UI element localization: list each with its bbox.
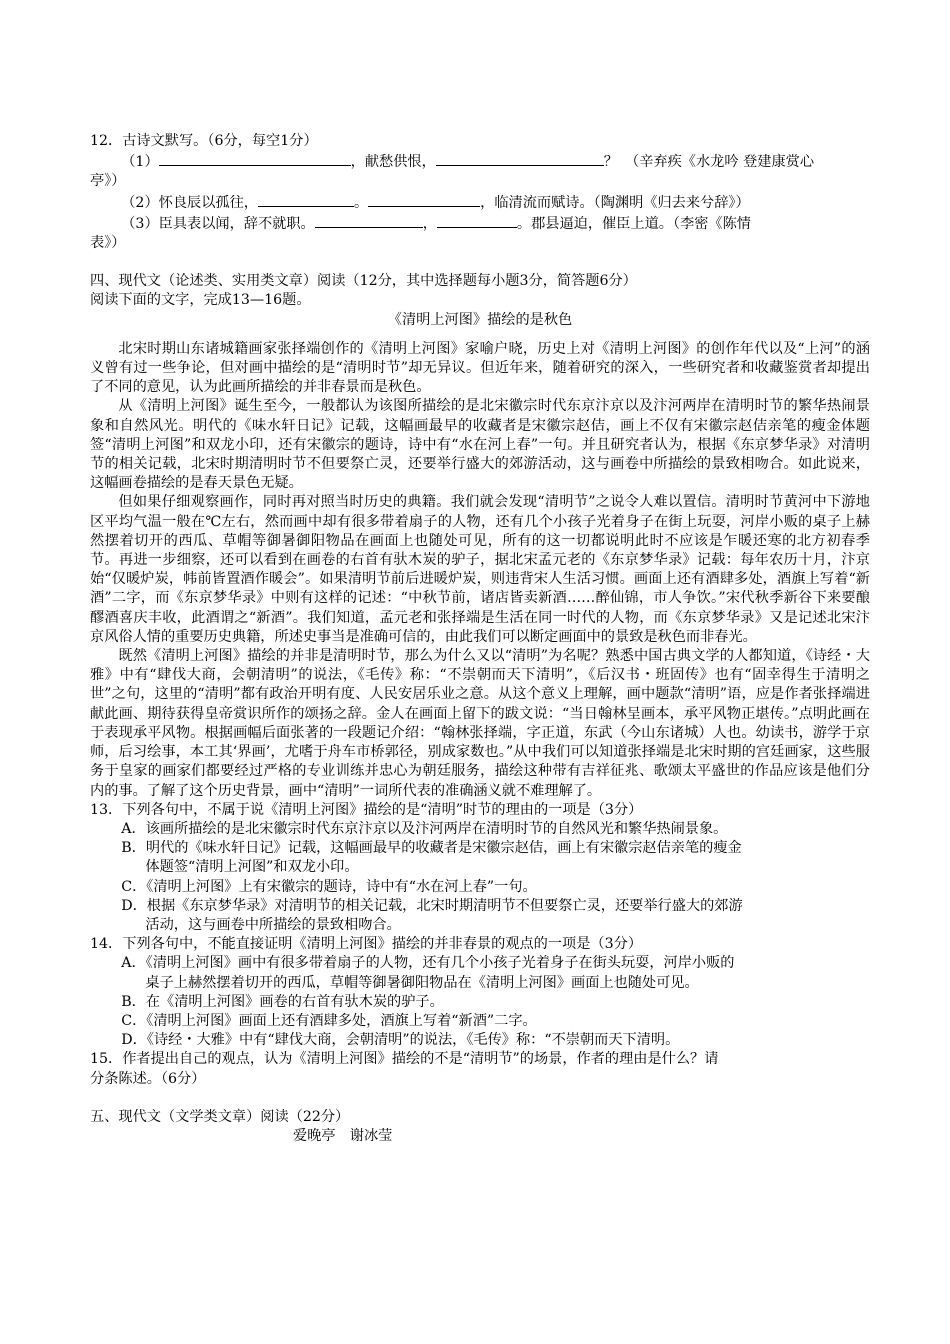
q12-item-1-cont: 亭》）	[90, 173, 126, 190]
section5-header: 五、现代文（文学类文章）阅读（22分）	[90, 1108, 350, 1125]
q12-item-2: （2）怀良辰以孤往， 。 ，临清流而赋诗。（陶渊明《归去来兮辞》）	[90, 192, 870, 213]
section4-header: 四、现代文（论述类、实用类文章）阅读（12分，其中选择题每小题3分，简答题6分）	[90, 273, 637, 290]
q12-item-3-cont: 表》）	[90, 235, 126, 252]
q13-option-d-cont: 活动，这与画卷中所描绘的景致相吻合。	[145, 916, 401, 933]
answer-blank[interactable]	[159, 151, 351, 166]
exam-page	[90, 132, 870, 1146]
q15-stem: 15．作者提出自己的观点，认为《清明上河图》描绘的不是“清明节”的场景，作者的理由是什么？请	[90, 1051, 719, 1068]
q12-item-1: （1） ，献愁供恨， ？ （辛弃疾《水龙吟 登建康赏心	[90, 151, 870, 172]
q14-option-d: D．《诗经・大雅》中有“肆伐大商，会朝清明”的说法，《毛传》称：“不崇朝而天下清明。	[121, 1032, 680, 1049]
q14-option-b: B．在《清明上河图》画卷的右首有驮木炭的驴子。	[121, 993, 444, 1010]
q13-option-c: C．《清明上河图》上有宋徽宗的题诗，诗中有“水在河上春”一句。	[121, 878, 537, 895]
answer-blank[interactable]	[437, 213, 517, 228]
q14-option-a-cont: 桌子上赫然摆着切开的西瓜，草帽等御暑御阳物品在《清明上河图》画面上也随处可见。	[145, 974, 699, 991]
q15-stem-cont: 分条陈述。（6分）	[90, 1070, 206, 1087]
answer-blank[interactable]	[436, 151, 604, 166]
q14-stem: 14．下列各句中，不能直接证明《清明上河图》描绘的并非春景的观点的一项是（3分）	[90, 936, 643, 953]
article-paragraph: 既然《清明上河图》描绘的并非是清明时节，那么为什么又以“清明”为名呢？熟悉中国古典文学的人都知道，《诗经・大雅》中有“肆伐大商，会朝清明”的说法，《毛传》称：“不崇朝而天下清明”，《后汉书・班固传》也有“固幸得生于清明之世”之句，这里的“清明”都有政治开明有度、人民安居乐业之意。从这个意义上理解，画中题款“清明”语，应是作者张择端进献此画、期待获得皇帝赏识所作的颂扬之辞。金人在画面上留下的跋文说：“当日翰林呈画本，承平风物正堪传。”点明此画在于表现承平风物。根据画幅后面张著的一段题记介绍：“翰林张择端，字正道，东武（今山东诸城）人也。幼读书，游学于京师，后习绘事，本工其‘界画’，尤嗜于舟车市桥郭径，别成家数也。”从中我们可以知道张择端是北宋时期的宫廷画家，这些服务于皇家的画家们都要经过严格的专业训练并忠心为朝廷服务，描绘这种带有吉祥征兆、歌颂太平盛世的作品应该是他们分内的事。了解了这个历史背景，画中“清明”一词所代表的准确涵义就不难理解了。	[90, 648, 870, 799]
article-title: 《清明上河图》描绘的是秋色	[387, 311, 573, 328]
answer-blank[interactable]	[258, 192, 354, 207]
article-paragraph: 从《清明上河图》诞生至今，一般都认为该图所描绘的是北宋徽宗时代东京汴京以及汴河两岸在清明时节的繁华热闹景象和自然风光。明代的《味水轩日记》记载，这幅画最早的收藏者是宋徽宗赵佶，画上不仅有宋徽宗赵佶亲笔的瘦金体题签“清明上河图”和双龙小印，还有宋徽宗的题诗，诗中有“水在河上春”一句。并且研究者认为，根据《东京梦华录》对清明节的相关记载，北宋时期清明时节不但要祭亡灵，还要举行盛大的郊游活动，这与画卷中所描绘的景致相吻合。如此说来，这幅画卷描绘的是春天景色无疑。	[90, 398, 870, 492]
q12-title: 12．古诗文默写。（6分，每空1分）	[90, 133, 318, 149]
q13-option-d: D．根据《东京梦华录》对清明节的相关记载，北宋时期清明节不但要祭亡灵，还要举行盛大的郊游	[121, 897, 743, 914]
q14-option-c: C．《清明上河图》画面上还有酒肆多处，酒旗上写着“新酒”二字。	[121, 1012, 537, 1029]
answer-blank[interactable]	[368, 192, 480, 207]
article-paragraph: 但如果仔细观察画作，同时再对照当时历史的典籍。我们就会发现“清明节”之说令人难以置信。清明时节黄河中下游地区平均气温一般在℃左右，然而画中却有很多带着扇子的人物，还有几个小孩子光着身子在街上玩耍，河岸小贩的桌子上赫然摆着切开的西瓜、草帽等御暑御阳物品在画面上也随处可见，所有的这一切都说明此时不应该是乍暖还寒的北方初春季节。再进一步细察，还可以看到在画卷的右首有驮木炭的驴子，据北宋孟元老的《东京梦华录》记载：每年农历十月，汴京始“仅暖炉炭，帏前皆置酒作暖会”。如果清明节前后进暖炉炭，则违背宋人生活习惯。画面上还有酒肆多处，酒旗上写着“新酒”二字，而《东京梦华录》中则有这样的记述：“中秋节前，诸店皆卖新酒……醉仙锦，市人争饮。”宋代秋季新谷下来要酿醪酒喜庆丰收，此酒谓之“新酒”。我们知道，孟元老和张择端是生活在同一时代的人物，而《东京梦华录》又是记述北宋汴京风俗人情的重要历史典籍，所述史事当是准确可信的，由此我们可以断定画面中的景致是秋色而非春光。	[90, 494, 870, 645]
article-paragraph: 北宋时期山东诸城籍画家张择端创作的《清明上河图》家喻户晓，历史上对《清明上河图》的创作年代以及“上河”的涵义曾有过一些争论，但对画中描绘的是“清明时节”却无异议。但近年来，随着研究的深入，一些研究者和收藏鉴赏者却提出了不同的意见，认为此画所描绘的并非春景而是秋色。	[90, 340, 870, 396]
article-title-author: 爱晚亭 谢冰莹	[293, 1127, 393, 1144]
q13-option-b-cont: 体题签“清明上河图”和双龙小印。	[145, 859, 359, 876]
q13-option-b: B．明代的《味水轩日记》记载，这幅画最早的收藏者是宋徽宗赵佶，画上有宋徽宗赵佶亲笔的瘦金	[121, 840, 742, 857]
section4-instruction: 阅读下面的文字，完成13—16题。	[90, 292, 311, 309]
q12-item-3: （3）臣具表以闻，辞不就职。 ， 。郡县逼迫，催臣上道。（李密《陈情	[90, 213, 870, 234]
q13-stem: 13．下列各句中，不属于说《清明上河图》描绘的是“清明”时节的理由的一项是（3分）	[90, 801, 643, 818]
answer-blank[interactable]	[315, 213, 423, 228]
q14-option-a: A．《清明上河图》画中有很多带着扇子的人物，还有几个小孩子光着身子在街头玩耍，河岸小贩的	[121, 955, 735, 972]
q13-option-a: A．该画所描绘的是北宋徽宗时代东京汴京以及汴河两岸在清明时节的自然风光和繁华热闹景象。	[121, 820, 728, 837]
